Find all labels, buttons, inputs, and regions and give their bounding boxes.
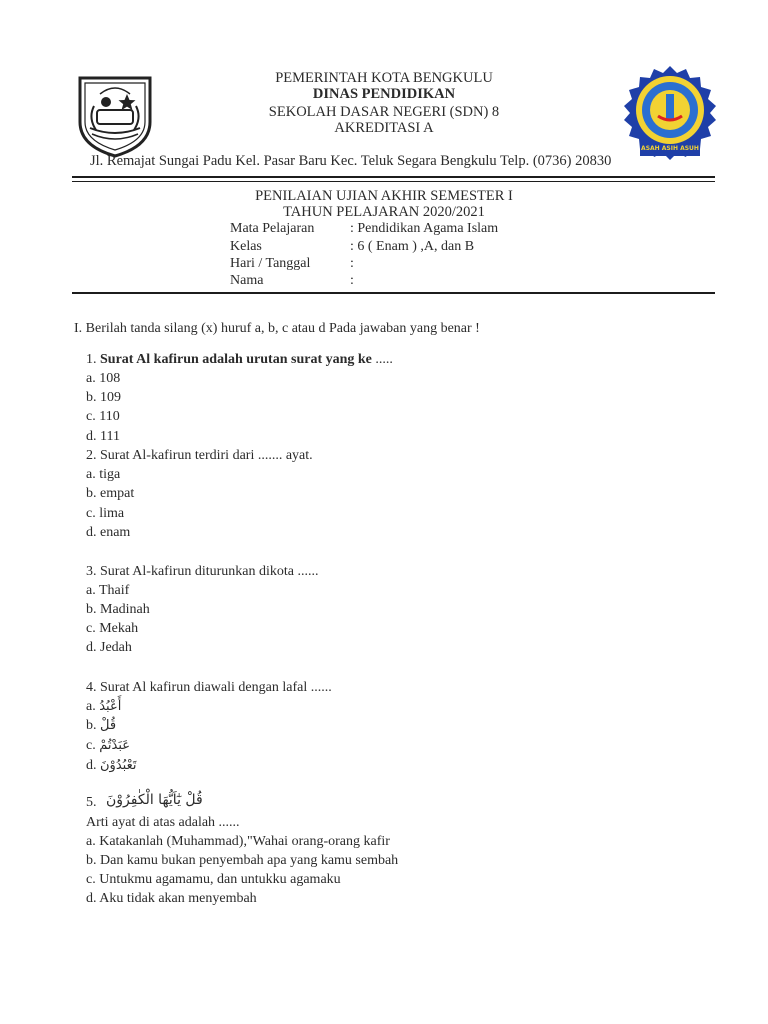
q3-option-a: a. Thaif [86, 583, 130, 598]
question-2: 2. Surat Al-kafirun terdiri dari ....... ayat. [86, 448, 313, 463]
question-4: 4. Surat Al kafirun diawali dengan lafal ...... [86, 680, 332, 695]
question-5-arabic-verse: قُلْ يٰٓاَيُّهَا الْكٰفِرُوْنَ [106, 792, 203, 808]
header-line-2: DINAS PENDIDIKAN [312, 86, 456, 102]
q5-option-c: c. Untukmu agamamu, dan untukku agamaku [86, 872, 341, 887]
question-1-dots: ..... [375, 352, 393, 367]
field-label-date: Hari / Tanggal [230, 256, 311, 271]
q1-option-b: b. 109 [86, 390, 121, 405]
q4-option-b-label: b. [86, 718, 97, 733]
field-label-subject: Mata Pelajaran [230, 221, 315, 236]
question-5: Arti ayat di atas adalah ...... [86, 815, 240, 830]
q4-option-b [86, 716, 116, 735]
q2-option-d: d. enam [86, 525, 131, 540]
field-value-subject: : Pendidikan Agama Islam [350, 221, 499, 236]
q1-option-c: c. 110 [86, 409, 120, 424]
question-5-number: 5. [86, 795, 97, 810]
header-line-4: AKREDITASI A [334, 120, 434, 136]
q4-option-a [86, 697, 121, 716]
q3-option-d: d. Jedah [86, 640, 132, 655]
header-line-1: PEMERINTAH KOTA BENGKULU [275, 70, 493, 86]
school-motto: ASAH ASIH ASUH [641, 145, 699, 152]
q2-option-b: b. empat [86, 486, 135, 501]
q4-option-a-arabic: أَعْبُدُ [99, 699, 122, 714]
exam-year: TAHUN PELAJARAN 2020/2021 [283, 204, 485, 220]
field-value-class: : 6 ( Enam ) ,A, dan B [350, 239, 475, 254]
q5-option-a: a. Katakanlah (Muhammad),"Wahai orang-orang kafir [86, 834, 390, 849]
q4-option-a-label: a. [86, 699, 96, 714]
instruction-text: I. Berilah tanda silang (x) huruf a, b, c atau d Pada jawaban yang benar ! [74, 321, 480, 336]
field-label-class: Kelas [230, 239, 262, 254]
field-value-name: : [350, 273, 354, 288]
q2-option-c: c. lima [86, 506, 125, 521]
exam-title: PENILAIAN UJIAN AKHIR SEMESTER I [255, 188, 513, 204]
header-line-3: SEKOLAH DASAR NEGERI (SDN) 8 [268, 104, 500, 120]
question-1 [86, 350, 393, 369]
q4-option-d [86, 756, 136, 775]
exam-block-divider [72, 292, 715, 294]
q5-option-b: b. Dan kamu bukan penyembah apa yang kamu sembah [86, 853, 399, 868]
header-divider-thin [72, 181, 715, 182]
field-label-name: Nama [230, 273, 264, 288]
school-address: Jl. Remajat Sungai Padu Kel. Pasar Baru Kec. Teluk Segara Bengkulu Telp. (0736) 20830 [90, 153, 612, 169]
question-1-number: 1. [86, 352, 97, 367]
q4-option-c-arabic: عَبَدْتُمْ [99, 738, 130, 753]
question-3: 3. Surat Al-kafirun diturunkan dikota ...... [86, 564, 319, 579]
q3-option-c: c. Mekah [86, 621, 139, 636]
q1-option-d: d. 111 [86, 429, 120, 444]
q4-option-c [86, 736, 130, 755]
q3-option-b: b. Madinah [86, 602, 150, 617]
q1-option-a: a. 108 [86, 371, 121, 386]
q4-option-d-label: d. [86, 758, 97, 773]
q4-option-c-label: c. [86, 738, 96, 753]
q4-option-b-arabic: قُلْ [100, 718, 117, 733]
q4-option-d-arabic: تَعْبُدُوْنَ [100, 758, 137, 773]
q2-option-a: a. tiga [86, 467, 121, 482]
q5-option-d: d. Aku tidak akan menyembah [86, 891, 257, 906]
header-divider-thick [72, 176, 715, 178]
question-1-text: Surat Al kafirun adalah urutan surat yang ke [100, 352, 372, 367]
field-value-date: : [350, 256, 354, 271]
